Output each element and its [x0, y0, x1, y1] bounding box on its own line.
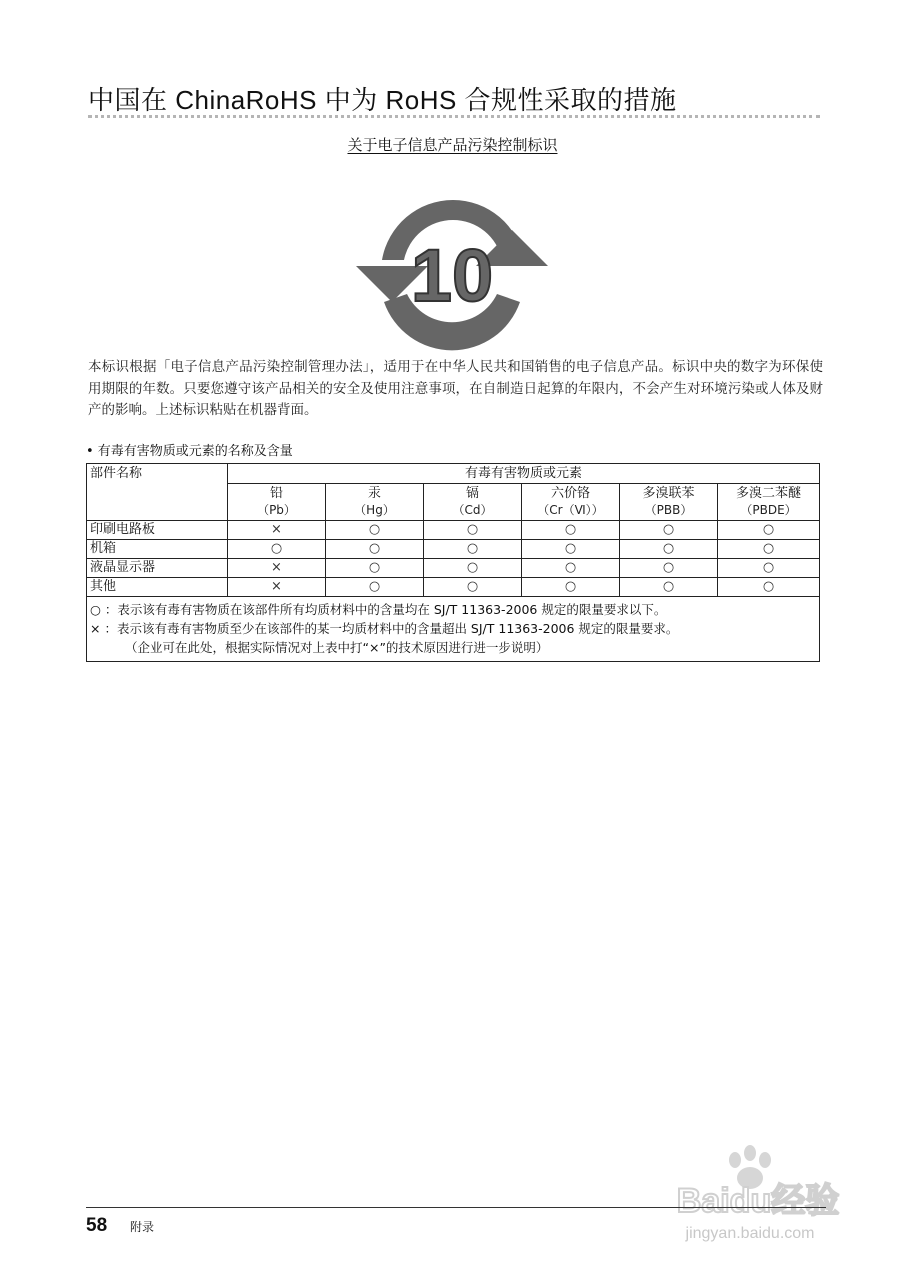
row-mark: ○ — [424, 578, 522, 597]
table-notes-row — [87, 597, 820, 662]
row-mark: ○ — [718, 540, 820, 559]
section-title-text: 关于电子信息产品污染控制标识 — [347, 136, 558, 154]
table-row — [87, 578, 820, 597]
row-mark: ○ — [620, 540, 718, 559]
row-mark: ○ — [424, 540, 522, 559]
column-header-lead: 铅 （Pb） — [228, 484, 326, 521]
row-mark: ○ — [424, 521, 522, 540]
baidu-jingyan-watermark — [640, 1140, 860, 1250]
note-circle: ○ ：表示该有毒有害物质在该部件所有均质材料中的含量均在 SJ/T 11363-2006 规定的限量要求以下。 — [90, 602, 667, 617]
section-title — [0, 135, 905, 155]
row-mark: ○ — [326, 578, 424, 597]
substance-group-header: 有毒有害物质或元素 — [228, 464, 820, 484]
watermark-brand: Baidu经验 — [676, 1182, 840, 1220]
logo-number: 10 — [410, 234, 494, 317]
row-mark: ○ — [620, 521, 718, 540]
watermark-url: jingyan.baidu.com — [685, 1225, 815, 1242]
title-dotted-divider — [88, 115, 820, 118]
table-notes — [87, 597, 820, 662]
row-part-name: 印刷电路板 — [87, 521, 228, 540]
row-mark: ○ — [718, 578, 820, 597]
table-row — [87, 521, 820, 540]
logo-description: 本标识根据「电子信息产品污染控制管理办法」，适用于在中华人民共和国销售的电子信息产品。标识中央的数字为环保使用期限的年数。只要您遵守该产品相关的安全及使用注意事项，在自制造日起算的年限内，不会产生对环境污染或人体及财产的影响。上述标识粘贴在机器背面。 — [88, 359, 823, 418]
row-mark: ○ — [522, 559, 620, 578]
page-number: 58 — [86, 1215, 108, 1236]
row-mark: ○ — [620, 578, 718, 597]
row-mark: ○ — [424, 559, 522, 578]
table-row — [87, 559, 820, 578]
row-mark: × — [228, 578, 326, 597]
table-heading: • 有毒有害物质或元素的名称及含量 — [86, 444, 293, 459]
column-header-pbb: 多溴联苯 （PBB） — [620, 484, 718, 521]
table-row — [87, 540, 820, 559]
row-mark: ○ — [718, 559, 820, 578]
column-header-mercury: 汞 （Hg） — [326, 484, 424, 521]
row-mark: ○ — [522, 521, 620, 540]
environment-protection-period-logo — [352, 184, 552, 354]
note-cross: × ：表示该有毒有害物质至少在该部件的某一均质材料中的含量超出 SJ/T 11363-2006 规定的限量要求。 — [90, 621, 679, 636]
row-part-name: 液晶显示器 — [87, 559, 228, 578]
column-header-cadmium: 镉 （Cd） — [424, 484, 522, 521]
footer-divider — [86, 1207, 826, 1208]
row-mark: ○ — [522, 578, 620, 597]
footer-section-label: 附录 — [130, 1220, 155, 1234]
row-part-name: 其他 — [87, 578, 228, 597]
row-mark: × — [228, 559, 326, 578]
row-part-name: 机箱 — [87, 540, 228, 559]
row-mark: ○ — [228, 540, 326, 559]
column-header-chromium: 六价铬 （Cr（Ⅵ）） — [522, 484, 620, 521]
page-title: 中国在 ChinaRoHS 中为 RoHS 合规性采取的措施 — [88, 85, 677, 115]
row-mark: ○ — [522, 540, 620, 559]
note-enterprise: （企业可在此处，根据实际情况对上表中打“×”的技术原因进行进一步说明） — [125, 640, 549, 655]
row-mark: ○ — [326, 521, 424, 540]
row-mark: ○ — [718, 521, 820, 540]
row-mark: ○ — [326, 559, 424, 578]
row-mark: ○ — [326, 540, 424, 559]
part-name-header: 部件名称 — [87, 464, 228, 521]
hazardous-substances-table — [86, 463, 820, 662]
row-mark: ○ — [620, 559, 718, 578]
row-mark: × — [228, 521, 326, 540]
column-header-pbde: 多溴二苯醚 （PBDE） — [718, 484, 820, 521]
table-header-row — [87, 464, 820, 484]
